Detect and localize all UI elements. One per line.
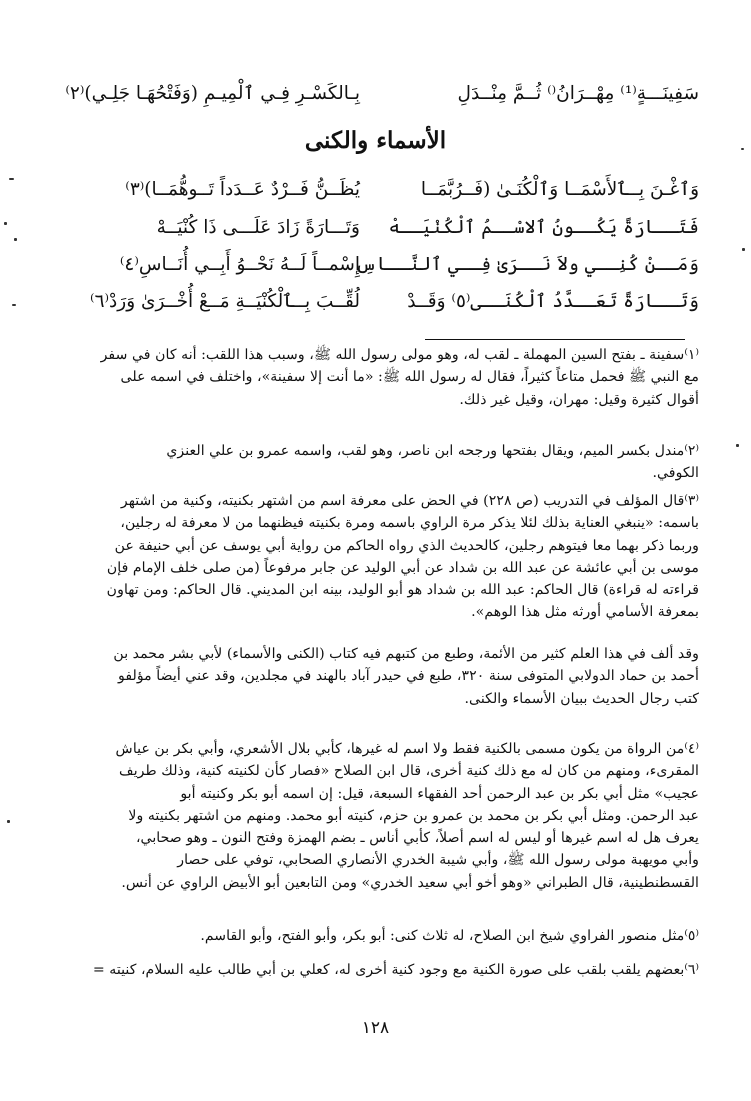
- footnote-line: وربما ذكر بهما معا فيتوهم رجلين، كالحديث الذي رواه الحاكم من رواية أبي يوسف عن أبي حنيفة عن: [114, 537, 699, 554]
- scan-mark: [12, 304, 16, 306]
- verse-1-left: بِـالكَسْـرِ فِـي ٱلْمِيـمِ (وَفَتْحُهَـا جَلِـي)⁽٢⁾: [65, 83, 360, 104]
- footnote-line: يعرف هل له اسم غيرها أو ليس له اسم أصلاً، كأبي أناس ـ بضم الهمزة وفتح النون ـ وهو صحابي،: [135, 830, 699, 847]
- verse-5-right: وَتَــارَةً تَعَــدَّدُ ٱلْكُنَــى⁽٥⁾ وَقَــدْ: [407, 291, 699, 312]
- footnote-line: القسطنطينية، قال الطبراني «وهو أخو أبي سعيد الخدري» ومن التابعين أبو الأبيض الراوي عن أنس.: [121, 874, 699, 891]
- footnote-line: وأبي مويهبة مولى رسول الله ﷺ، وأبي شيبة الخدري الأنصاري الصحابي، توفي على حصار: [177, 852, 699, 869]
- verse-3-left: وَتَـــارَةً زَادَ عَلَـــى ذَا كُنْيَــهْ: [156, 217, 360, 238]
- footnote-6: [64, 959, 699, 981]
- footnote-line: مع النبي ﷺ فحمل متاعاً كثيراً، فقال له رسول الله ﷺ: «ما أنت إلا سفينة»، واختلف في اسمه على: [120, 369, 699, 386]
- verse-3-right: فَتَــارَةً يَكُــونُ ٱلاسْــمُ ٱلْكُنْيَــهْ: [388, 217, 699, 238]
- footnote-line: ⁽١⁾سفينة ـ بفتح السين المهملة ـ لقب له، وهو مولى رسول الله ﷺ، وسبب هذا اللقب: أنه كان في سفر: [100, 347, 699, 363]
- footnote-2: [64, 440, 699, 485]
- footnote-line: عبد الرحمن. ومثل أبي بكر بن محمد بن عمرو بن حزم، كنيته أبو محمد. ومنهم من اشتهر بكنيته ولا: [128, 807, 699, 824]
- scan-mark: [742, 248, 745, 251]
- footnote-line: عجيب» مثل أبي بكر بن عبد الرحمن أحد الفقهاء السبعة، قيل: إن اسمه أبو بكر وكنيته أبو: [180, 785, 699, 802]
- scan-mark: [736, 444, 739, 447]
- footnote-line: باسمه: «ينبغي العناية بذلك لئلا يذكر مرة الراوي باسمه ومرة بكنيته فيظنهما من لا معرفة له رجلين،: [120, 515, 699, 532]
- footnote-5: [64, 925, 699, 947]
- footnote-line: وقد ألف في هذا العلم كثير من الأئمة، وطبع من كتبهم فيه كتاب (الكنى والأسماء) لأبي بشر محمد بن: [113, 646, 699, 662]
- footnote-line: قراءته له قراءة) قال الحاكم: عبد الله بن شداد هو أبو الوليد، بينه ابن المديني. قال الحاكم: ومن تهاون: [106, 582, 699, 599]
- page-number: ١٢٨: [361, 1018, 390, 1038]
- verse-1-right: سَفِينَـــةٍ⁽¹⁾ مِهْــرَانُ⁽⁾ ثُــمَّ مِنْــدَلِ: [457, 83, 699, 104]
- footnote-line: بمعرفة الأسامي أورثه مثل هذا الوهم».: [471, 604, 699, 621]
- footnote-1: [64, 344, 699, 411]
- footnote-line: الكوفي.: [652, 465, 699, 482]
- footnote-3: [64, 490, 699, 624]
- footnote-3-continued: [64, 643, 699, 710]
- footnote-line: أحمد بن حماد الدولابي المتوفى سنة ٣٢٠، طبع في حيدر آباد بالهند في مجلدين، وقد عني أيضاً مؤلفو: [118, 668, 699, 685]
- scan-mark: [14, 238, 17, 241]
- scan-mark: [4, 222, 7, 225]
- footnote-line: المقرىء، ومنهم من كان له مع ذلك كنية أخرى، قال ابن الصلاح «فصار كأن لكنيته كنية، وذلك طريف: [119, 763, 699, 780]
- scan-mark: [9, 178, 14, 180]
- footnote-line: ⁽٥⁾مثل منصور الفراوي شيخ ابن الصلاح، له ثلاث كنى: أبو بكر، وأبو الفتح، وأبو القاسم.: [200, 928, 699, 944]
- footnote-line: ⁽٢⁾مندل بكسر الميم، ويقال بفتحها ورجحه ابن ناصر، وهو لقب، واسمه عمرو بن علي العنزي: [166, 443, 699, 459]
- section-title: الأسماء والكنى: [304, 127, 447, 154]
- footnote-line: أقوال كثيرة وقيل: مهران، وقيل غير ذلك.: [459, 391, 699, 408]
- scan-mark: [7, 820, 10, 823]
- footnote-line: ⁽٦⁾بعضهم يلقب بلقب على صورة الكنية مع وجود كنية أخرى له، كعلي بن أبي طالب عليه السلام، كنيته =: [92, 962, 699, 978]
- footnote-line: كتب رجال الحديث ببيان الأسماء والكنى.: [464, 690, 699, 707]
- footnote-line: موسى بن أبي عائشة عن عبد الله بن شداد عن أبي الوليد عن جابر مرفوعاً (من صلى خلف الإمام فإن: [106, 559, 699, 576]
- verse-2-left: يُظَــنُّ فَــرْدٌ عَــدَداً تَــوهُّمَــا)⁽٣⁾: [125, 179, 360, 200]
- verse-5-left: لُقِّــبَ بِــٱلْكُنْيَــةِ مَــعْ أُخْــرَىٰ وَرَدْ⁽٦⁾: [90, 291, 360, 312]
- verse-4-right: وَمَــنْ كُنِــي ولاَ نَــرَىٰ فِــي ٱلنَّــاسِ: [355, 254, 699, 275]
- verse-2-right: وَٱغْـنَ بِــٱلأَسْمَــا وَٱلْكُنَـىٰ (فَــرُبَّمَــا: [420, 179, 699, 200]
- footnote-separator: [425, 339, 685, 340]
- verse-4-left: إِسْمــاً لَــهُ نَحْــوُ أَبِــي أُنَــاسِ⁽٤⁾: [119, 254, 360, 275]
- scan-mark: [741, 148, 744, 150]
- footnote-line: ⁽٤⁾من الرواة من يكون مسمى بالكنية فقط ولا اسم له غيرها، كأبي بلال الأشعري، وأبي بكر بن عياش: [115, 741, 699, 757]
- footnote-4: [64, 738, 699, 894]
- footnote-line: ⁽٣⁾قال المؤلف في التدريب (ص ٢٢٨) في الحض على معرفة اسم من اشتهر بكنيته، وكنية من اشتهر: [120, 493, 699, 509]
